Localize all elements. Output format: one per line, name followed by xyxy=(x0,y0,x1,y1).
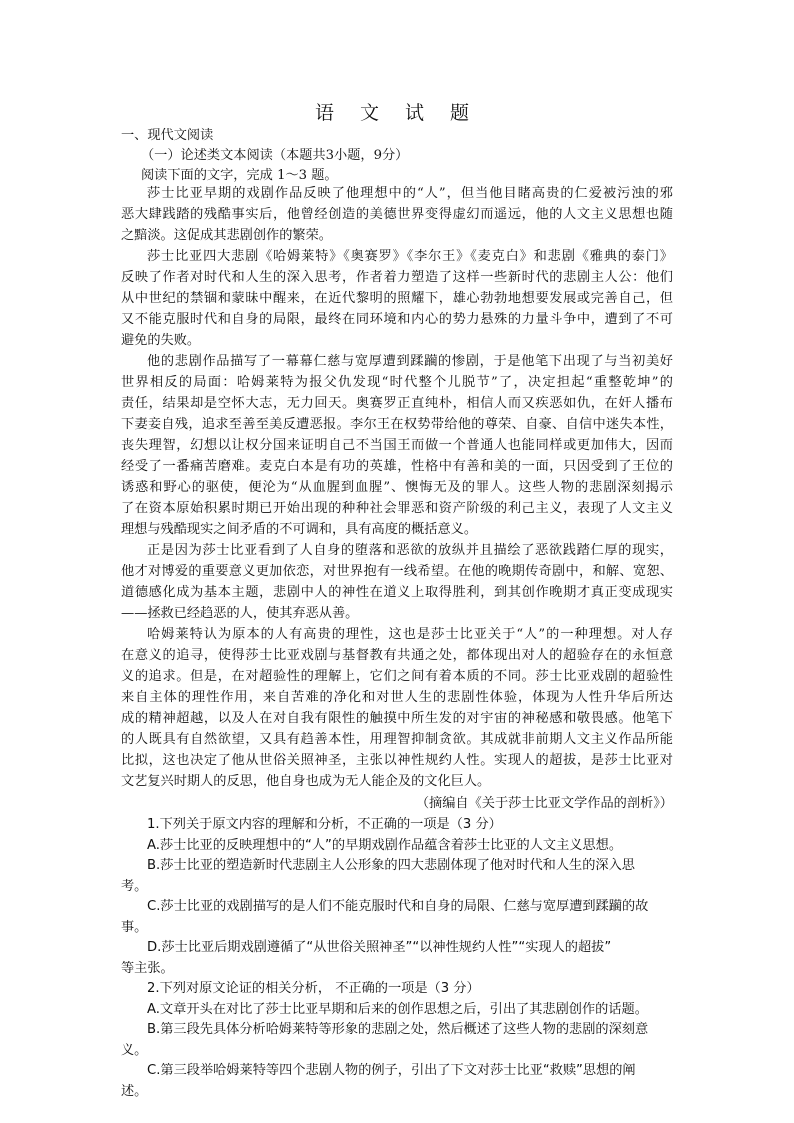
reading-instruction: 阅读下面的文字，完成 1～3 题。 xyxy=(141,168,338,183)
passage-line: 理想与残酷现实之间矛盾的不可调和，具有高度的概括意义。 xyxy=(121,522,478,537)
passage-line: 丧失理智，幻想以让权分国来证明自己不当国王而做一个普通人也能同样或更加伟大，因而 xyxy=(121,438,673,453)
passage-line: 他才对博爱的重要意义更加依恋，对世界抱有一线希望。在他的晚期传奇剧中，和解、宽恕、 xyxy=(121,564,673,579)
passage-line: 责任，结果却是空怀大志，无力回天。奥赛罗正直纯朴，相信人而又疾恶如仇，在奸人播布 xyxy=(121,396,673,411)
passage-line: 诱惑和野心的驱使，便沦为“从血腥到血腥”、懊悔无及的罪人。这些人物的悲剧深刻揭示 xyxy=(121,480,673,495)
passage-line: 文艺复兴时期人的反思，他自身也成为无人能企及的文化巨人。 xyxy=(121,774,491,789)
question-2-option-b: B.第三段先具体分析哈姆莱特等形象的悲剧之处，然后概述了这些人物的悲剧的深刻意 xyxy=(147,1022,649,1037)
passage-line: ——拯救已经趋恶的人，使其弃恶从善。 xyxy=(121,606,359,621)
question-2-option-c-cont: 述。 xyxy=(121,1083,148,1099)
question-1-option-a: A.莎士比亚的反映理想中的“人”的早期戏剧作品蕴含着莎士比亚的人文主义思想。 xyxy=(147,837,623,853)
section-heading: 一、现代文阅读 xyxy=(121,128,214,143)
question-2-option-c: C.第三段举哈姆莱特等四个悲剧人物的例子，引出了下文对莎士比亚“救赎”思想的阐 xyxy=(147,1063,636,1078)
passage-line: 恶大肆践踏的残酷事实后，他曾经创造的美德世界变得虚幻而遥远，他的人文主义思想也随 xyxy=(121,207,673,222)
passage-line: 了在资本原始积累时期已开始出现的种种社会罪恶和资产阶级的利己主义，表现了人文主义 xyxy=(121,501,673,516)
question-2-stem: 2.下列对原文论证的相关分析， 不正确的一项是（3 分） xyxy=(147,981,480,996)
passage-line: 避免的失败。 xyxy=(121,333,201,348)
passage-line: 反映了作者对时代和人生的深入思考，作者着力塑造了这样一些新时代的悲剧主人公：他们 xyxy=(121,270,673,285)
question-2-option-b-cont: 义。 xyxy=(121,1042,148,1058)
passage-line: 下妻妾自残，追求至善至美反遭恶报。李尔王在权势带给他的尊荣、自豪、自信中迷失本性， xyxy=(121,417,673,432)
question-1-option-c: C.莎士比亚的戏剧描写的是人们不能克服时代和自身的局限、仁慈与宽厚遭到蹂躏的故 xyxy=(147,899,649,914)
question-1-option-c-cont: 事。 xyxy=(121,919,148,935)
passage-line: 正是因为莎士比亚看到了人自身的堕落和恶欲的放纵并且描绘了恶欲践踏仁厚的现实， xyxy=(147,543,673,558)
passage-line: 成的精神超越，以及人在对自我有限性的触摸中所生发的对宇宙的神秘感和敬畏感。他笔下 xyxy=(121,711,673,726)
question-1-option-d: D.莎士比亚后期戏剧遵循了“从世俗关照神圣”“以神性规约人性”“实现人的超拔” xyxy=(147,940,612,955)
passage-line: 世界相反的局面：哈姆莱特为报父仇发现“时代整个儿脱节”了，决定担起“重整乾坤”的 xyxy=(121,375,673,390)
passage-line: 道德感化成为基本主题，悲剧中人的神性在道义上取得胜利，到其创作晚期才真正变成现实 xyxy=(121,585,673,600)
passage-line: 又不能克服时代和自身的局限，最终在同环境和内心的势力悬殊的力量斗争中，遭到了不可 xyxy=(121,312,673,327)
passage-line: 比拟，这也决定了他从世俗关照神圣，主张以神性规约人性。实现人的超拔，是莎士比亚对 xyxy=(121,753,673,768)
passage-line: 哈姆莱特认为原本的人有高贵的理性，这也是莎士比亚关于“人”的一种理想。对人存 xyxy=(147,627,673,642)
passage-line: 从中世纪的禁锢和蒙昧中醒来，在近代黎明的照耀下，雄心勃勃地想要发展或完善自己，但 xyxy=(121,291,673,306)
passage-line: 来自主体的理性作用，来自苦难的净化和对世人生的悲剧性体验，体现为人性升华后所达 xyxy=(121,690,673,705)
passage-line: 之黯淡。这促成其悲剧创作的繁荣。 xyxy=(121,228,332,243)
passage-line: 莎士比亚四大悲剧《哈姆莱特》《奥赛罗》《李尔王》《麦克白》和悲剧《雅典的泰门》 xyxy=(147,249,673,264)
passage-line: 在意义的追寻，使得莎士比亚戏剧与基督教有共通之处，都体现出对人的超验存在的永恒意 xyxy=(121,648,673,663)
passage-line: 的人既具有自然欲望，又具有趋善本性，用理智抑制贪欲。其成就非前期人文主义作品所能 xyxy=(121,732,673,747)
passage-line: 经受了一番痛苦磨难。麦克白本是有功的英雄，性格中有善和美的一面，只因受到了王位的 xyxy=(121,459,673,474)
question-2-option-a: A.文章开头在对比了莎士比亚早期和后来的创作思想之后，引出了其悲剧创作的话题。 xyxy=(147,1001,648,1017)
passage-line: 莎士比亚早期的戏剧作品反映了他理想中的“人”，但当他目睹高贵的仁爱被污浊的邪 xyxy=(147,186,673,201)
subsection-heading: （一）论述类文本阅读（本题共3小题，9分） xyxy=(141,148,409,163)
passage-line: 义的追求。但是，在对超验性的理解上，它们之间有着本质的不同。莎士比亚戏剧的超验性 xyxy=(121,669,673,684)
page-title: 语 文 试 题 xyxy=(314,102,480,124)
source-citation: （摘编自《关于莎士比亚文学作品的剖析》） xyxy=(415,796,673,811)
passage-line: 他的悲剧作品描写了一幕幕仁慈与宽厚遭到蹂躏的惨剧，于是他笔下出现了与当初美好 xyxy=(147,354,673,369)
question-1-option-b-cont: 考。 xyxy=(121,878,148,894)
question-1-option-b: B.莎士比亚的塑造新时代悲剧主人公形象的四大悲剧体现了他对时代和人生的深入思 xyxy=(147,858,635,873)
question-1-stem: 1.下列关于原文内容的理解和分析，不正确的一项是（3 分） xyxy=(147,817,502,832)
question-1-option-d-cont: 等主张。 xyxy=(121,960,174,976)
